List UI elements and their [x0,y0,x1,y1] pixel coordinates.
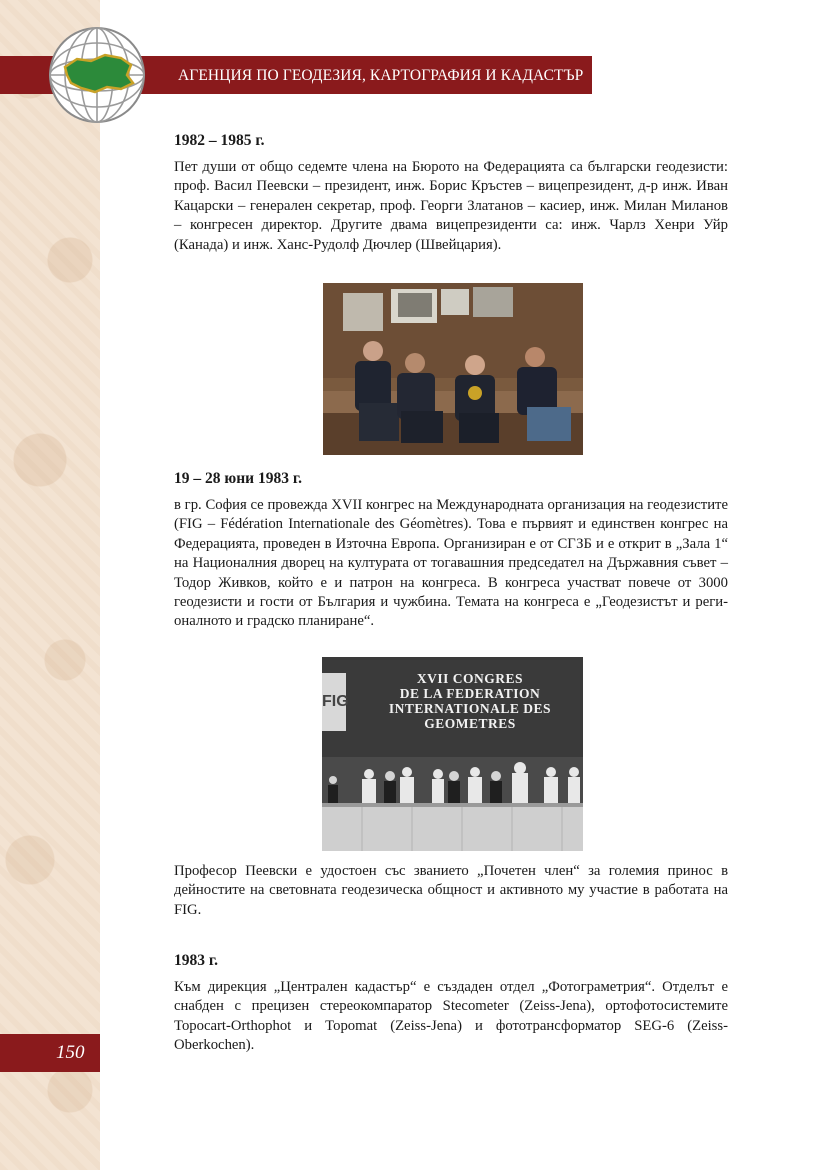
banner-line: XVII CONGRES [416,671,524,686]
honorary-member-text: Професор Пеевски е удостоен със званието „Почетен член“ за големия принос в дейностите на световната геодезическа общност и активното му участие в работата на FIG. [174,863,728,918]
decorative-side-panel [0,0,100,1170]
page-number-bar [0,1034,100,1072]
globe-with-bulgaria-map-icon [47,25,147,125]
section-heading-1982: 1982 – 1985 г. [174,132,265,149]
section-text-1983: Към дирекция „Централен кадастър“ е създаден отдел „Фотограметрия“. Отделът е снабден с прецизен стереокомпаратор Stecometer (Zeiss-Jena), ортофотосистемите Topocart-Orthophot и Topomat (Zeiss-Jena) и фототрансформатор SEG-6 (Zeiss-Oberkochen). [174,979,728,1054]
stage-presidium-icon [322,757,583,851]
section-text-1982: Пет души от общо седемте члена на Бюрото на Федерацията са български геодезисти: проф. Васил Пеевски – президент, инж. Борис Кръстев – вицепрезидент, д-р инж. Иван Кацарски – генерален секретар, проф. Георги Златанов – касиер, инж. Милан Миланов – конгресен директор. Другите двама вицепрезиденти са: инж. Чарлз Хенри Уйр (Канада) и инж. Ханс-Рудолф Дючлер (Швейцария). [174,159,728,253]
banner-line: DE LA FEDERATION [399,686,541,701]
section-text-1983-june: в гр. София се провежда XVII конгрес на Международната организация на геодезистите (FIG – Fédération Internationale des Géomètres). Това е първият и единствен конгрес на Федерацията, проведен в Източна Европа. Организиран е от СГЗБ и е открит в „Зала 1“ на Националния дворец на културата от тогавашния председател на Държавния съвет – Тодор Живков, който е и патрон на конгреса. В конгреса участват повече от 3000 геодезисти и гости от България и чужбина. Темата на конгреса е „Геодезистът и регионалното и градско планиране“. [174,497,728,630]
bureau-members-photo [323,283,583,455]
congress-banner [360,671,580,731]
section-heading-1983: 1983 г. [174,952,219,969]
banner-line: GEOMETRES [424,716,516,731]
fig-side-banner: FIG [322,673,346,731]
congress-stage-photo [322,657,583,851]
page-number: 150 [56,1042,85,1063]
header-title: АГЕНЦИЯ ПО ГЕОДЕЗИЯ, КАРТОГРАФИЯ И КАДАСТЪР [178,67,584,84]
banner-line: INTERNATIONALE DES [388,701,552,716]
section-heading-1983-june: 19 – 28 юни 1983 г. [174,470,302,487]
